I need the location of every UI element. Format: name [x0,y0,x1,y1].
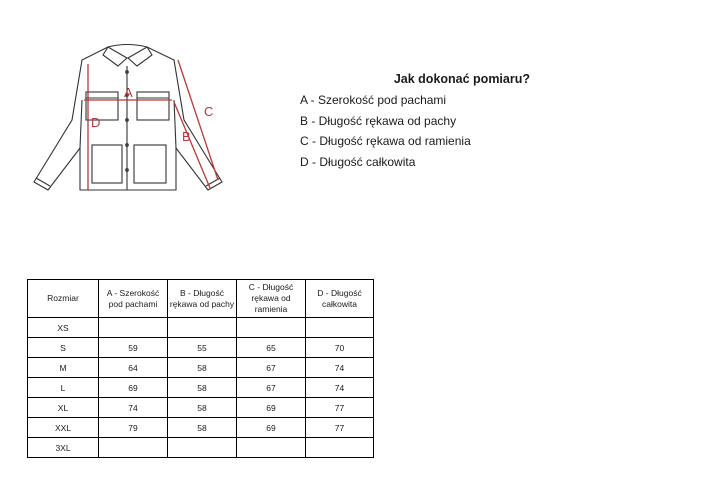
cell-size: M [28,358,99,378]
label-c: C [204,104,214,119]
jacket-outline [34,45,222,191]
cell-d: 74 [306,378,374,398]
legend-item-d: D - Długość całkowita [300,154,416,169]
legend-item-a: A - Szerokość pod pachami [300,93,447,107]
table-row [28,378,374,398]
table-row [28,418,374,438]
cell-d: 77 [306,418,374,438]
cell-b: 55 [168,338,237,358]
cell-size: XS [28,318,99,338]
cell-b: 58 [168,358,237,378]
label-b: B [182,129,191,144]
jacket-measurement-diagram [0,0,260,215]
size-table [27,279,374,458]
cell-a: 74 [99,398,168,418]
cell-d [306,318,374,338]
label-a: A [124,85,133,100]
cell-a: 64 [99,358,168,378]
label-d: D [91,115,101,130]
cell-size: 3XL [28,438,99,458]
cell-b [168,438,237,458]
table-row [28,358,374,378]
cell-a [99,318,168,338]
cell-c: 67 [237,378,306,398]
table-row [28,438,374,458]
legend-item-b: B - Długość rękawa od pachy [300,113,457,128]
cell-a: 79 [99,418,168,438]
cell-a: 59 [99,338,168,358]
cell-d [306,438,374,458]
cell-a [99,438,168,458]
cell-c: 67 [237,358,306,378]
measurement-lines [84,60,218,190]
cell-a: 69 [99,378,168,398]
cell-b: 58 [168,378,237,398]
cell-b: 58 [168,398,237,418]
cell-c: 65 [237,338,306,358]
cell-b: 58 [168,418,237,438]
cell-c [237,438,306,458]
header-c: C - Długość rękawa od ramienia [237,280,306,318]
table-row [28,398,374,418]
table-header-row [28,280,374,318]
cell-c: 69 [237,398,306,418]
cell-size: L [28,378,99,398]
legend-item-c: C - Długość rękawa od ramienia [300,134,471,148]
measurement-legend [300,72,570,172]
header-d: D - Długość całkowita [306,280,374,318]
cell-d: 77 [306,398,374,418]
header-a: A - Szerokość pod pachami [99,280,168,318]
header-size: Rozmiar [28,280,99,318]
header-b: B - Długość rękawa od pachy [168,280,237,318]
cell-d: 70 [306,338,374,358]
cell-b [168,318,237,338]
cell-size: XL [28,398,99,418]
legend-title: Jak dokonać pomiaru? [393,72,530,86]
cell-c [237,318,306,338]
table-row [28,338,374,358]
cell-size: XXL [28,418,99,438]
cell-d: 74 [306,358,374,378]
cell-size: S [28,338,99,358]
cell-c: 69 [237,418,306,438]
table-row [28,318,374,338]
